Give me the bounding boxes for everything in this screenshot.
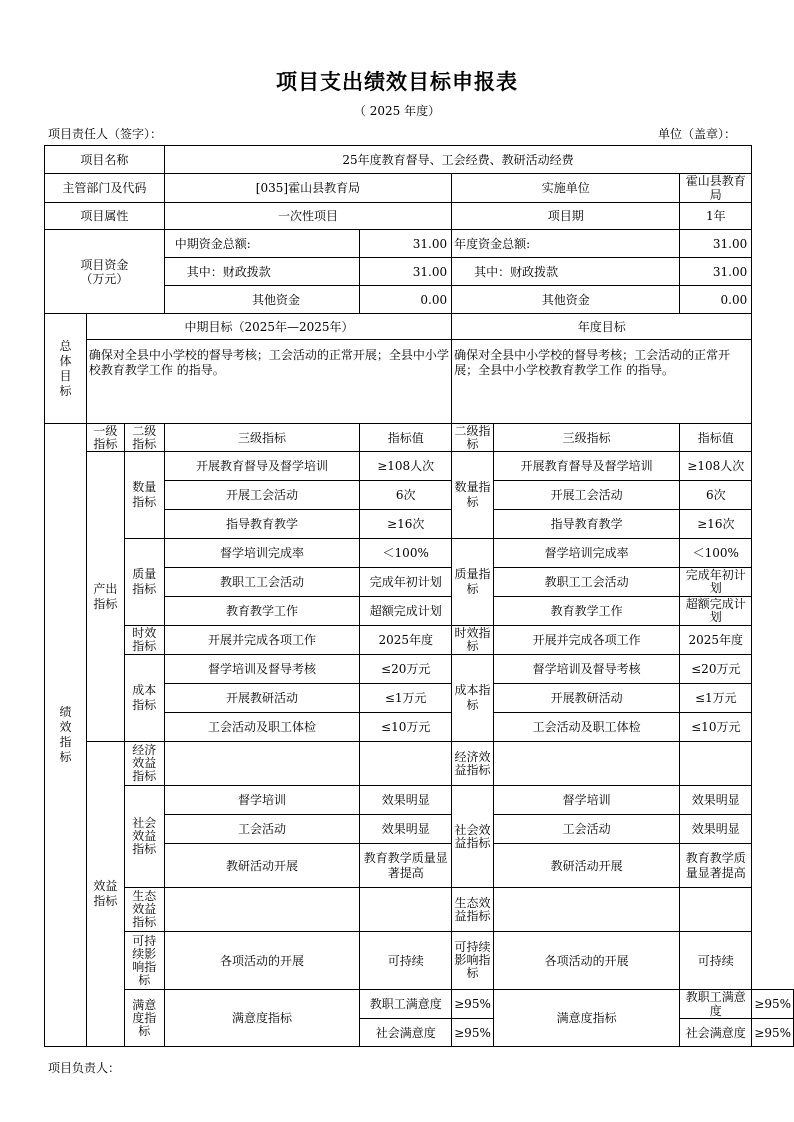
indicator-name-year: 教职工工会活动 xyxy=(493,568,679,597)
header-level3: 三级指标 xyxy=(164,424,360,452)
satisfaction-level1-label: 满意度指标 xyxy=(124,990,164,1047)
mid-total-value: 31.00 xyxy=(360,230,452,258)
indicator-name-year: 教职工满意度 xyxy=(680,990,752,1019)
unit-label: 单位（盖章）： xyxy=(657,127,736,141)
indicator-name-year: 工会活动 xyxy=(493,815,679,844)
eco-indicator-label: 生态效益指标 xyxy=(124,888,164,932)
project-name-label: 项目名称 xyxy=(45,146,165,174)
performance-form-table xyxy=(44,145,794,1047)
indicator-value-year: ≥95% xyxy=(752,1019,794,1047)
header-level3-year: 三级指标 xyxy=(493,424,679,452)
header-value: 指标值 xyxy=(360,424,452,452)
eco-indicator-label-year: 生态效益指标 xyxy=(452,888,494,932)
funds-label-line1: 项目资金 xyxy=(80,257,129,272)
indicator-value: ≤10万元 xyxy=(360,713,452,742)
indicator-name: 督学培训 xyxy=(164,786,360,815)
indicator-value-year: ＜100% xyxy=(680,539,752,568)
indicator-name-year: 开展工会活动 xyxy=(493,481,679,510)
dept-label: 主管部门及代码 xyxy=(45,174,165,203)
indicator-value-year: ≥95% xyxy=(752,990,794,1019)
indicator-name: 工会活动 xyxy=(164,815,360,844)
indicator-value-year: ≥108人次 xyxy=(680,452,752,481)
page-title: 项目支出绩效目标申报表 xyxy=(276,69,518,94)
indicator-name: 工会活动及职工体检 xyxy=(164,713,360,742)
social-indicator-label: 社会效益指标 xyxy=(124,786,164,888)
indicator-name-year: 工会活动及职工体检 xyxy=(493,713,679,742)
indicator-value-year-empty xyxy=(680,742,752,786)
impl-label: 实施单位 xyxy=(452,174,680,203)
footer-label: 项目负责人： xyxy=(48,1061,121,1075)
indicator-name-year: 教研活动开展 xyxy=(493,844,679,888)
period-label: 项目期 xyxy=(452,203,680,230)
indicator-name: 教职工满意度 xyxy=(360,990,452,1019)
mid-total-label: 中期资金总额: xyxy=(164,230,360,258)
indicator-value: 效果明显 xyxy=(360,815,452,844)
mid-fin-value: 31.00 xyxy=(360,258,452,286)
satisfaction-level2-label-year: 满意度指标 xyxy=(493,990,679,1047)
indicator-name-year: 开展并完成各项工作 xyxy=(493,626,679,655)
indicator-value-year: ≥16次 xyxy=(680,510,752,539)
indicator-name-empty xyxy=(164,742,360,786)
cost-indicator-label-year: 成本指标 xyxy=(452,655,494,742)
quality-indicator-label: 质量指标 xyxy=(124,539,164,626)
indicator-value-year: 超额完成计划 xyxy=(680,597,752,626)
year-goal-header: 年度目标 xyxy=(452,314,752,340)
funds-label-line2: （万元） xyxy=(80,271,129,286)
header-level1: 一级指标 xyxy=(86,424,124,452)
indicator-value: 2025年度 xyxy=(360,626,452,655)
econ-indicator-label: 经济效益指标 xyxy=(124,742,164,786)
indicator-value-year: ≤1万元 xyxy=(680,684,752,713)
indicator-value-year: 效果明显 xyxy=(680,815,752,844)
indicator-value-year: 效果明显 xyxy=(680,786,752,815)
indicator-value: ＜100% xyxy=(360,539,452,568)
output-indicator-label: 产出指标 xyxy=(86,452,124,742)
dept-value: [035]霍山县教育局 xyxy=(164,174,451,203)
indicator-name: 教育教学工作 xyxy=(164,597,360,626)
indicator-value: ≥95% xyxy=(452,1019,494,1047)
year-other-label: 其他资金 xyxy=(452,286,680,314)
indicator-name: 开展工会活动 xyxy=(164,481,360,510)
indicator-name-year: 督学培训 xyxy=(493,786,679,815)
year-fin-label: 其中：财政拨款 xyxy=(452,258,680,286)
indicator-name-empty xyxy=(164,888,360,932)
indicator-value: 6次 xyxy=(360,481,452,510)
indicator-name: 督学培训及督导考核 xyxy=(164,655,360,684)
indicator-value-empty xyxy=(360,888,452,932)
sustain-indicator-label-year: 可持续影响指标 xyxy=(452,932,494,990)
mid-other-label: 其他资金 xyxy=(164,286,360,314)
indicator-value-year-empty xyxy=(680,888,752,932)
time-indicator-label: 时效指标 xyxy=(124,626,164,655)
perf-label-text: 绩效指标 xyxy=(59,705,72,764)
overall-goal-text: 总体目标 xyxy=(59,338,72,398)
indicator-name-year: 社会满意度 xyxy=(680,1019,752,1047)
indicator-value-year: 2025年度 xyxy=(680,626,752,655)
year-goal-text: 确保对全县中小学校的督导考核；工会活动的正常开展；全县中小学校教育教学工作 的指导。 xyxy=(452,340,752,424)
year-other-value: 0.00 xyxy=(680,286,752,314)
attr-value: 一次性项目 xyxy=(164,203,451,230)
indicator-value: 教育教学质量显著提高 xyxy=(360,844,452,888)
indicator-name: 社会满意度 xyxy=(360,1019,452,1047)
indicator-value-year: ≤10万元 xyxy=(680,713,752,742)
indicator-value: 超额完成计划 xyxy=(360,597,452,626)
cost-indicator-label: 成本指标 xyxy=(124,655,164,742)
overall-goal-label xyxy=(45,314,87,424)
indicator-value-year: 教育教学质量显著提高 xyxy=(680,844,752,888)
header-level2: 二级指标 xyxy=(124,424,164,452)
satisfaction-level2-label: 满意度指标 xyxy=(164,990,360,1047)
header-value-year: 指标值 xyxy=(680,424,752,452)
indicator-name-year: 开展教研活动 xyxy=(493,684,679,713)
indicator-value-empty xyxy=(360,742,452,786)
indicator-name-year-empty xyxy=(493,888,679,932)
indicator-value-year: 6次 xyxy=(680,481,752,510)
indicator-value: 可持续 xyxy=(360,932,452,990)
year-line: （ 2025 年度） xyxy=(353,104,441,118)
mid-other-value: 0.00 xyxy=(360,286,452,314)
impl-value: 霍山县教育局 xyxy=(680,174,752,203)
year-fin-value: 31.00 xyxy=(680,258,752,286)
indicator-name: 开展并完成各项工作 xyxy=(164,626,360,655)
mid-fin-label: 其中：财政拨款 xyxy=(164,258,360,286)
indicator-name: 教研活动开展 xyxy=(164,844,360,888)
indicator-value: 效果明显 xyxy=(360,786,452,815)
indicator-value: ≤1万元 xyxy=(360,684,452,713)
indicator-value-year: 可持续 xyxy=(680,932,752,990)
period-value: 1年 xyxy=(680,203,752,230)
attr-label: 项目属性 xyxy=(45,203,165,230)
indicator-value-year: ≤20万元 xyxy=(680,655,752,684)
indicator-name-year: 指导教育教学 xyxy=(493,510,679,539)
indicator-value: ≤20万元 xyxy=(360,655,452,684)
indicator-name: 督学培训完成率 xyxy=(164,539,360,568)
quality-indicator-label-year: 质量指标 xyxy=(452,539,494,626)
indicator-value: ≥95% xyxy=(452,990,494,1019)
indicator-value: ≥16次 xyxy=(360,510,452,539)
benefit-indicator-label: 效益指标 xyxy=(86,742,124,1047)
indicator-value: 完成年初计划 xyxy=(360,568,452,597)
time-indicator-label-year: 时效指标 xyxy=(452,626,494,655)
sustain-indicator-label: 可持续影响指标 xyxy=(124,932,164,990)
quantity-indicator-label: 数量指标 xyxy=(124,452,164,539)
indicator-name: 教职工工会活动 xyxy=(164,568,360,597)
indicator-name-year: 督学培训及督导考核 xyxy=(493,655,679,684)
indicator-name: 开展教育督导及督学培训 xyxy=(164,452,360,481)
indicator-name-year: 开展教育督导及督学培训 xyxy=(493,452,679,481)
mid-goal-text: 确保对全县中小学校的督导考核；工会活动的正常开展；全县中小学校教育教学工作 的指导。 xyxy=(86,340,451,424)
year-total-value: 31.00 xyxy=(680,230,752,258)
perf-label xyxy=(45,424,87,1047)
econ-indicator-label-year: 经济效益指标 xyxy=(452,742,494,786)
indicator-name-year: 教育教学工作 xyxy=(493,597,679,626)
indicator-value: ≥108人次 xyxy=(360,452,452,481)
mid-goal-header: 中期目标（2025年—2025年） xyxy=(86,314,451,340)
project-name-value: 25年度教育督导、工会经费、教研活动经费 xyxy=(164,146,752,174)
responsible-label: 项目责任人（签字）： xyxy=(48,127,163,141)
year-total-label: 年度资金总额: xyxy=(452,230,680,258)
indicator-name-year-empty xyxy=(493,742,679,786)
quantity-indicator-label-year: 数量指标 xyxy=(452,452,494,539)
indicator-name: 指导教育教学 xyxy=(164,510,360,539)
social-indicator-label-year: 社会效益指标 xyxy=(452,786,494,888)
funds-label xyxy=(45,230,165,314)
indicator-name: 开展教研活动 xyxy=(164,684,360,713)
indicator-name-year: 督学培训完成率 xyxy=(493,539,679,568)
indicator-value-year: 完成年初计划 xyxy=(680,568,752,597)
indicator-name: 各项活动的开展 xyxy=(164,932,360,990)
header-level2-year: 二级指标 xyxy=(452,424,494,452)
indicator-name-year: 各项活动的开展 xyxy=(493,932,679,990)
